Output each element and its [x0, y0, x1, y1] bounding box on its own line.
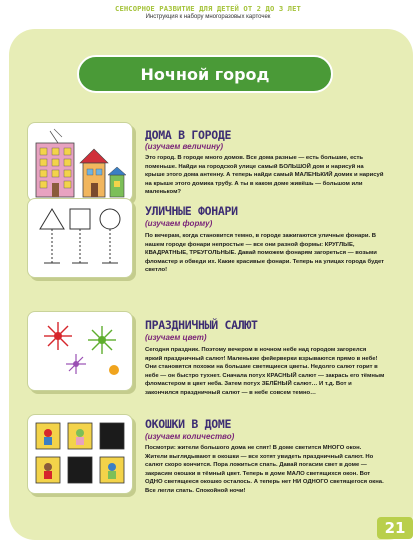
section-title-houses: ДОМА В ГОРОДЕ: [145, 128, 232, 142]
series-subtitle: Инструкция к набору многоразовых карточек: [145, 14, 271, 20]
section-subtitle-houses: (изучаем величину): [145, 142, 224, 151]
section-title-lamps: УЛИЧНЫЕ ФОНАРИ: [145, 204, 238, 218]
section-title-fireworks: ПРАЗДНИЧНЫЙ САЛЮТ: [145, 318, 258, 332]
section-subtitle-windows: (изучаем количество): [145, 432, 235, 441]
page-number: 21: [384, 519, 406, 537]
houses-card-illustration: [27, 122, 133, 202]
series-title: СЕНСОРНОЕ РАЗВИТИЕ ДЛЯ ДЕТЕЙ ОТ 2 ДО 3 ЛЕТ: [115, 4, 301, 13]
fireworks-card-illustration: [27, 311, 133, 391]
page-title-banner: [77, 55, 333, 93]
section-body-houses: Это город. В городе много домов. Все дома разные — есть большие, есть поменьше. Найди на городской улице самый БОЛЬШОЙ дом и нарисуй на крыше этого дома антенну. А теперь найди самый МАЛЕНЬКИЙ домик и нарисуй на крыше этого домика трубу. А ты в каком доме живёшь — большом или маленьком?: [145, 155, 384, 195]
lamps-card-illustration: [27, 198, 133, 278]
section-subtitle-lamps: (изучаем форму): [145, 219, 213, 228]
section-body-lamps: По вечерам, когда становится темно, в городе зажигаются уличные фонари. В нашем городе фонари непростые — все они разной формы: КРУГЛЫЕ, КВАДРАТНЫЕ, ТРЕУГОЛЬНЫЕ. Давай поможем фонарям загореться — возьми фломастер и обведи их. Какие красивые фонари. Теперь на улицах города будет светло!: [145, 233, 385, 273]
section-subtitle-fireworks: (изучаем цвет): [145, 333, 207, 342]
lamps-illustration: [28, 199, 132, 277]
section-body-fireworks: Сегодня праздник. Поэтому вечером в ночном небе над городом загорелся яркий праздничный салют! Маленькие фейерверки взрываются прямо в небе! Они становятся похожи на большие светящиеся цветы. Недолго салют горит в небе — он быстро тухнет. Сначала потух КРАСНЫЙ салют — закрась его тёмным фломастером в цвет неба. Затем потух ЗЕЛЁНЫЙ салют… И т.д. Вот и закончился праздничный салют — в небе совсем темно…: [145, 347, 385, 396]
windows-card-illustration: [27, 414, 133, 494]
page-title: Ночной город: [140, 64, 270, 84]
section-title-windows: ОКОШКИ В ДОМЕ: [145, 417, 232, 431]
page-number-badge: [377, 517, 413, 539]
windows-illustration: [28, 415, 132, 493]
fireworks-illustration: [28, 312, 132, 390]
houses-illustration: [28, 123, 132, 201]
section-body-windows: Посмотри: жители большого дома не спят! В доме светится МНОГО окон. Жители выглядывают в окошки — все хотят увидеть праздничный салют. Но салют скоро кончится. Пора ложиться спать. Давай погасим свет в доме — закрасим окошки в тёмный цвет. Теперь в доме МАЛО светящихся окон. Вот ОДНО светящееся окошко осталось. А теперь нет НИ ОДНОГО светящегося окна. Все легли спать. Спокойной ночи!: [145, 445, 384, 494]
